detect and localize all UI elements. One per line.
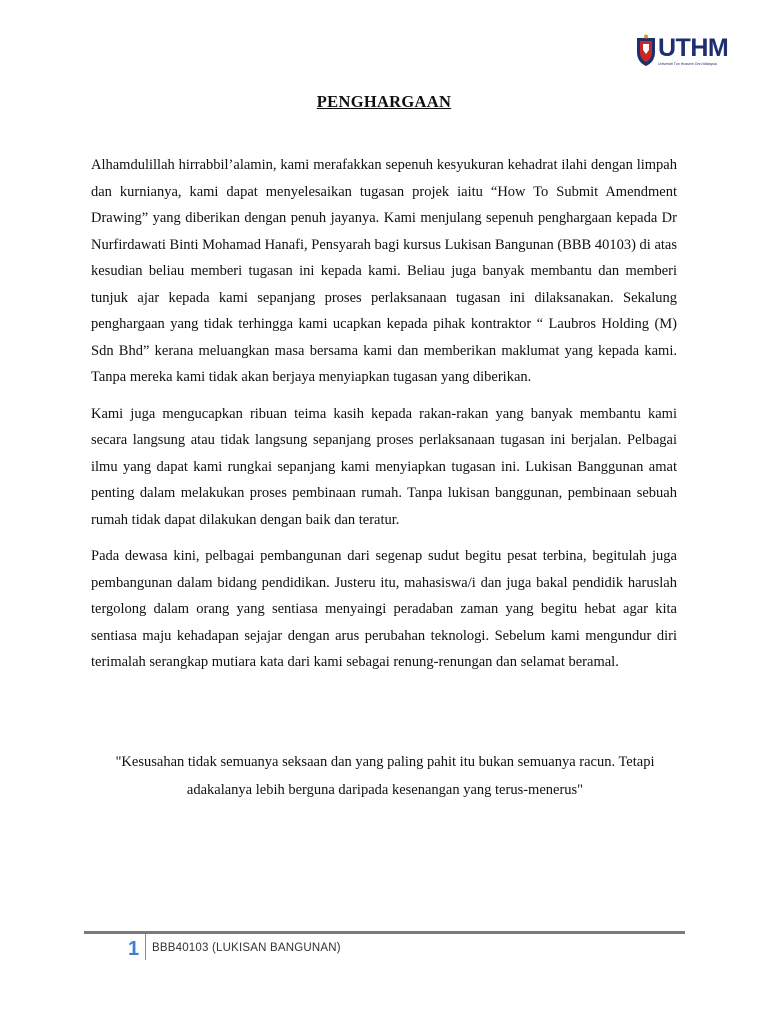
uthm-crest-icon — [636, 34, 656, 68]
footer-divider — [145, 934, 146, 960]
paragraph-1: Alhamdulillah hirrabbil’alamin, kami merafakkan sepenuh kesyukuran kehadrat ilahi dengan limpah dan kurnianya, kami dapat menyelesaikan tugasan projek iaitu “How To Submit Amendment Drawing” yang diberikan dengan penuh jayanya. Kami menjulang sepenuh penghargaan kepada Dr Nurfirdawati Binti Mohamad Hanafi, Pensyarah bagi kursus Lukisan Bangunan (BBB 40103) di atas kesudian beliau memberi tugasan ini kepada kami. Beliau juga banyak membantu dan memberi tunjuk ajar kepada kami sepanjang proses perlaksanaan tugasan ini dilaksanakan. Sekalung penghargaan yang tidak terhingga kami ucapkan kepada pihak kontraktor “ Laubros Holding (M) Sdn Bhd” kerana meluangkan masa bersama kami dan memberikan maklumat yang kepada kami. Tanpa mereka kami tidak akan berjaya menyiapkan tugasan yang diberikan. — [91, 157, 677, 385]
body-text — [91, 152, 677, 686]
closing-quote: "Kesusahan tidak semuanya seksaan dan yang paling pahit itu bukan semuanya racun. Tetapi adakalanya lebih berguna daripada kesenangan yang terus-menerus" — [115, 754, 655, 798]
paragraph-2: Kami juga mengucapkan ribuan teima kasih kepada rakan-rakan yang banyak membantu kami secara langsung atau tidak langsung sepanjang proses perlaksanaan tugasan ini berjalan. Pelbagai ilmu yang dapat kami rungkai sepanjang kami menyiapkan tugasan ini. Lukisan Banggunan amat penting dalam melakukan proses pembinaan rumah. Tanpa lukisan banggunan, pembinaan sebuah rumah tidak dapat dilakukan dengan baik dan teratur. — [91, 405, 677, 528]
logo-subtitle: Universiti Tun Hussein Onn Malaysia — [658, 62, 717, 66]
paragraph-3: Pada dewasa kini, pelbagai pembangunan dari segenap sudut begitu pesat terbina, begitulah juga pembangunan dalam bidang pendidikan. Justeru itu, mahasiswa/i dan juga bakal pendidik haruslah tergolong dalam orang yang sentiasa menyaingi peradaban zaman yang begitu hebat agar kita sentiasa maju kehadapan sejajar dengan arus perubahan teknologi. Sebelum kami mengundur diri terimalah serangkap mutiara kata dari kami sebagai renung-renungan dan selamat beramal. — [91, 548, 677, 670]
footer-course: BBB40103 (LUKISAN BANGUNAN) — [152, 942, 341, 954]
logo-text: UTHM — [658, 34, 729, 62]
uthm-logo — [636, 34, 732, 74]
footer-rule — [84, 931, 685, 934]
page-title: PENGHARGAAN — [316, 92, 452, 111]
page-number: 1 — [128, 938, 140, 960]
